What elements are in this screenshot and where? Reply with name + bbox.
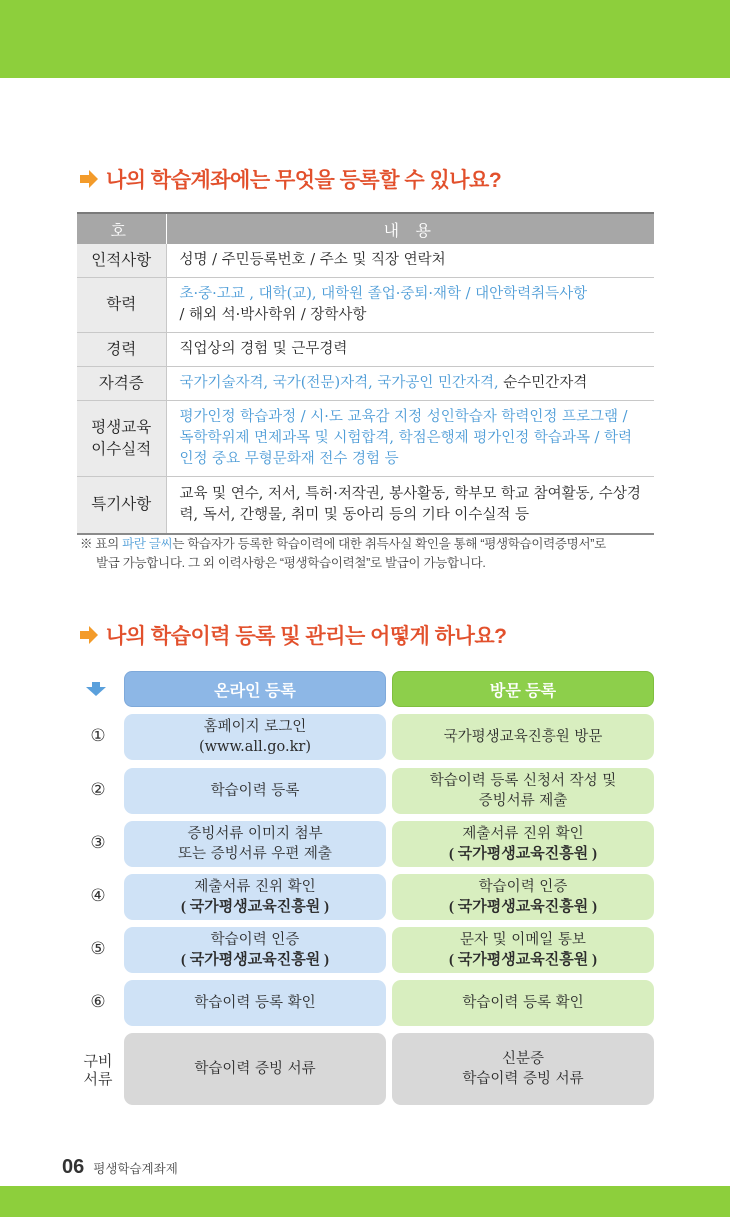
- table-header-row: [77, 213, 654, 244]
- cell-line: 학습이력 등록 확인: [462, 995, 584, 1011]
- table-row: [77, 477, 654, 534]
- online-step-box: [124, 768, 386, 814]
- cell-line: 학습이력 인증: [478, 879, 568, 895]
- cell-line: 국가평생교육진흥원 방문: [443, 729, 603, 745]
- row-label: [77, 401, 166, 477]
- row-text-blue: 평가인정 학습과정 / 시·도 교육감 지정 성인학습자 학력인정 프로그램 / 독학학위제 면제과목 및 시험합격, 학점은행제 평가인정 학습과목 / 학력인정 중요 무형문화재 전수 경험 등: [179, 409, 633, 467]
- row-content: [166, 477, 654, 534]
- step-number: ②: [90, 780, 106, 800]
- cell-line: 학습이력 증빙 서류: [462, 1071, 584, 1087]
- row-text: 성명 / 주민등록번호 / 주소 및 직장 연락처: [179, 252, 446, 268]
- cell-line: 홈페이지 로그인: [203, 719, 307, 735]
- table-row: [77, 333, 654, 367]
- cell-line: 학습이력 등록 신청서 작성 및: [429, 773, 617, 789]
- arrow-right-icon: [78, 168, 100, 190]
- arrow-right-icon: [78, 624, 100, 646]
- online-required-documents: [124, 1033, 386, 1105]
- footnote-line-1: [80, 535, 660, 554]
- online-registration-header: 온라인 등록: [124, 671, 386, 707]
- table-footnote: [80, 535, 660, 573]
- section1-heading: [78, 164, 501, 194]
- cell-line: 학습이력 증빙 서류: [194, 1061, 316, 1077]
- cell-agency-line: ( 국가평생교육진흥원 ): [181, 899, 329, 915]
- footer-title: 평생학습계좌제: [93, 1162, 178, 1176]
- step-number: ④: [90, 886, 106, 906]
- visit-step-box: [392, 821, 654, 867]
- cell-line: 증빙서류 제출: [478, 793, 568, 809]
- visit-step-box: [392, 714, 654, 760]
- cell-line: 신분증: [501, 1051, 545, 1067]
- arrow-down-icon: [86, 682, 106, 696]
- row-text: / 해외 석·박사학위 / 장학사항: [179, 307, 367, 323]
- table-header-item: 호: [77, 213, 166, 244]
- row-content: [166, 367, 654, 401]
- cell-line: 또는 증빙서류 우편 제출: [178, 846, 332, 862]
- table-header-content: 내 용: [166, 213, 654, 244]
- cell-line: 제출서류 진위 확인: [462, 826, 584, 842]
- cell-line: 문자 및 이메일 통보: [460, 932, 586, 948]
- page-number: 06: [62, 1156, 85, 1178]
- row-label-line: 이수실적: [91, 440, 152, 458]
- online-step-box: [124, 714, 386, 760]
- visit-step-box: [392, 874, 654, 920]
- footnote-prefix: ※ 표의: [80, 537, 123, 551]
- cell-agency-line: ( 국가평생교육진흥원 ): [181, 952, 329, 968]
- cell-agency-line: ( 국가평생교육진흥원 ): [449, 899, 597, 915]
- row-text-blue: 초·중·고교 , 대학(교), 대학원 졸업·중퇴·재학 / 대안학력취득사항: [179, 286, 588, 302]
- cell-line: 증빙서류 이미지 첨부: [187, 826, 323, 842]
- registration-items-table: [77, 212, 654, 535]
- row-label-line: 평생교육: [91, 418, 152, 436]
- visit-required-documents: [392, 1033, 654, 1105]
- row-label: 경력: [77, 333, 166, 367]
- cell-agency-line: ( 국가평생교육진흥원 ): [449, 846, 597, 862]
- page-footer: [62, 1156, 178, 1179]
- cell-line: 학습이력 인증: [210, 932, 300, 948]
- table-row: [77, 367, 654, 401]
- footnote-line-2: 발급 가능합니다. 그 외 이력사항은 “평생학습이력철”로 발급이 가능합니다.: [96, 556, 486, 570]
- prep-label-line: 서류: [83, 1071, 113, 1088]
- cell-line: 학습이력 등록 확인: [194, 995, 316, 1011]
- row-label: 인적사항: [77, 244, 166, 278]
- row-text: 순수민간자격: [498, 375, 588, 391]
- cell-line: 학습이력 등록: [210, 783, 300, 799]
- row-text: 직업상의 경험 및 근무경력: [179, 341, 348, 357]
- step-number: ⑤: [90, 939, 106, 959]
- footnote-middle: 는 학습자가 등록한 학습이력에 대한 취득사실 확인을 통해 “평생학습이력증명서”로: [172, 537, 606, 551]
- step-number: ⑥: [90, 992, 106, 1012]
- table-row: [77, 244, 654, 278]
- row-content: [166, 244, 654, 278]
- table-row: [77, 401, 654, 477]
- online-step-box: [124, 927, 386, 973]
- footnote-blue-text: 파란 글씨: [122, 537, 173, 551]
- section1-heading-text: 나의 학습계좌에는 무엇을 등록할 수 있나요?: [106, 169, 502, 192]
- step-number: ①: [90, 726, 106, 746]
- row-content: [166, 333, 654, 367]
- row-label: 특기사항: [77, 477, 166, 534]
- cell-line: 제출서류 진위 확인: [194, 879, 316, 895]
- prep-label-line: 구비: [83, 1053, 113, 1070]
- visit-registration-header: 방문 등록: [392, 671, 654, 707]
- row-label: 자격증: [77, 367, 166, 401]
- required-documents-label: [78, 1053, 118, 1089]
- section2-heading-text: 나의 학습이력 등록 및 관리는 어떻게 하나요?: [106, 625, 507, 648]
- row-text: 교육 및 연수, 저서, 특허·저작권, 봉사활동, 학부모 학교 참여활동, 수상경력, 독서, 간행물, 취미 및 동아리 등의 기타 이수실적 등: [179, 485, 641, 523]
- table-row: [77, 278, 654, 333]
- online-step-box: [124, 980, 386, 1026]
- row-text-blue: 국가기술자격, 국가(전문)자격, 국가공인 민간자격,: [179, 375, 499, 391]
- visit-step-box: [392, 980, 654, 1026]
- step-number: ③: [90, 833, 106, 853]
- row-label: 학력: [77, 278, 166, 333]
- visit-step-box: [392, 768, 654, 814]
- row-content: [166, 278, 654, 333]
- top-color-band: [0, 0, 730, 78]
- cell-line: (www.all.go.kr): [198, 739, 312, 755]
- visit-step-box: [392, 927, 654, 973]
- section2-heading: [78, 620, 506, 650]
- cell-agency-line: ( 국가평생교육진흥원 ): [449, 952, 597, 968]
- online-step-box: [124, 821, 386, 867]
- bottom-color-band: [0, 1186, 730, 1217]
- online-step-box: [124, 874, 386, 920]
- row-content: [166, 401, 654, 477]
